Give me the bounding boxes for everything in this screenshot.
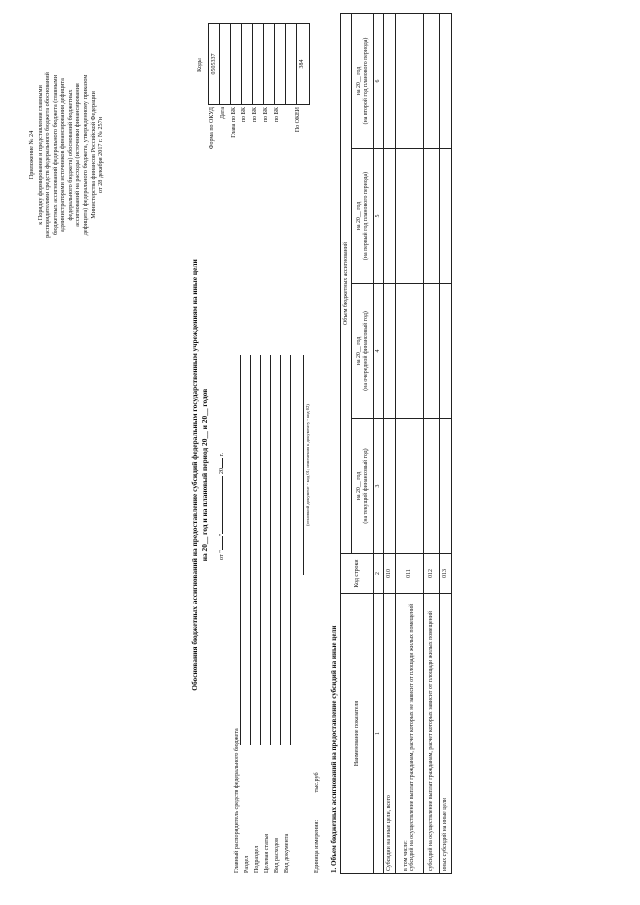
value-cell[interactable] [423,419,439,554]
row-name [395,594,423,874]
date-mid: " [218,533,225,537]
field-label: Главный распорядитель средств федерального бюджета [234,728,240,873]
unit-value: тыс.руб [314,772,320,793]
appendix-text [37,35,105,275]
appendix-line: ассигнований на расходы (источники финансирования [74,83,82,227]
appendix-line: распорядителями средств федерального бюджета обоснований [44,72,52,238]
column-number: 6 [374,14,384,149]
year-label: на 20__ год [355,66,362,96]
value-cell[interactable] [395,284,423,419]
field-label: Подраздел [254,845,260,873]
column-number: 1 [374,594,384,874]
unit-label: Единица измерения: [314,819,320,873]
year-label: на 20__ год [355,336,362,366]
code-label: по БК [273,107,280,123]
field-underline[interactable] [250,355,251,745]
row-name-part: в том числе: [402,840,409,871]
appendix-line: Министерства финансов Российской Федерации [89,91,97,219]
field-row [244,233,251,873]
field-label: Вид документа [284,833,290,873]
code-cell [231,24,242,104]
row-code: 010 [383,554,395,594]
column-number: 4 [374,284,384,419]
codes-box [208,23,310,105]
year-sub: (на текущий финансовый год) [362,448,369,524]
year-sub: (на первый год планового периода) [362,171,369,261]
field-underline[interactable] [290,355,291,745]
code-label: Глава по БК [230,107,237,138]
row-name [439,594,451,874]
code-cell [264,24,275,104]
value-cell[interactable] [439,419,451,554]
field-row [264,233,271,873]
unit-row [314,233,321,873]
value-cell[interactable] [423,14,439,149]
date-prefix: от " [218,550,225,560]
document-title [190,195,209,755]
table-row [423,14,439,874]
field-row [254,233,261,873]
budget-table [340,13,452,874]
column-number: 2 [374,554,384,594]
field-row [284,233,291,873]
date-line [218,360,225,560]
table-row [395,14,423,874]
code-label: Дата [219,107,226,119]
table-row [439,14,451,874]
value-cell[interactable] [423,284,439,419]
codes-header: Коды [197,58,203,72]
appendix-line: администраторами источников финансирования дефицита [59,78,67,232]
year-column-header [352,284,374,419]
code-label: по БК [241,107,248,123]
appendix-line: бюджетных ассигнований федерального бюджета (главными [51,74,59,236]
doc-type-caption: (основной документ - код 01; изменения к документу - код 02) [303,355,310,575]
row-name [383,594,395,874]
value-cell[interactable] [395,419,423,554]
row-name-part: субсидий на осуществление выплат гражданам, расчет которых не зависит от площади жилых помещений [409,603,416,871]
field-label: Раздел [244,855,250,873]
code-cell [220,24,231,104]
year-sub: (на второй год планового периода) [362,37,369,125]
header-group: Объем бюджетных ассигнований [341,14,352,554]
table-row [383,14,395,874]
value-cell[interactable] [423,149,439,284]
field-underline[interactable] [270,355,271,745]
field-underline[interactable] [280,355,281,745]
value-cell[interactable] [383,419,395,554]
code-cell [275,24,286,104]
value-cell[interactable] [383,284,395,419]
value-cell[interactable] [395,14,423,149]
field-underline[interactable] [240,355,241,745]
value-cell[interactable] [439,284,451,419]
row-code: 013 [439,554,451,594]
field-row [234,233,241,873]
code-cell [242,24,253,104]
row-name-part: иных субсидий на иные цели [441,797,448,871]
appendix-line: дефицита) федерального бюджета, утвержденному приказом [81,74,89,236]
row-name-part: Субсидии на иные цели, всего [385,795,392,871]
code-label: Форма по ОКУД [209,107,215,150]
value-cell[interactable] [395,149,423,284]
title-line-2: на 20__ год и на плановый период 20__ и 20__ годов [199,388,209,562]
field-underline[interactable] [260,355,261,745]
title-line-1: Обоснования бюджетных ассигнований на предоставление субсидий федеральным государственным учреждениям на иные цели [190,259,199,691]
code-label: по БК [252,107,259,123]
appendix-line: к Порядку формирования и представления главными [36,85,44,225]
code-cell [253,24,264,104]
row-name [423,594,439,874]
field-label: Целевая статья [264,834,270,873]
year-sub: (на очередной финансовый год) [362,311,369,391]
column-number: 5 [374,149,384,284]
column-number: 3 [374,419,384,554]
code-cell: 384 [299,59,305,69]
code-label: По ОКЕИ [295,107,302,133]
value-cell[interactable] [383,14,395,149]
year-column-header [352,149,374,284]
date-year: 20 [218,467,225,475]
row-code: 012 [423,554,439,594]
header-name: Наименование показателя [341,594,374,874]
section-title: 1. Объем бюджетных ассигнований на предоставление субсидий на иные цели [330,625,338,873]
appendix-block [28,35,105,275]
appendix-line: от 28 декабря 2017 г. № 257н [97,116,105,194]
date-year-suffix: г. [218,453,225,457]
row-name-part: субсидий на осуществление выплат гражданам, расчет которых зависит от площади жилых помещений [427,610,434,871]
code-label: по БК [263,107,269,123]
header-code: Код строки [341,554,374,594]
field-label: Вид расходов [274,837,280,873]
row-code: 011 [395,554,423,594]
value-cell[interactable] [383,149,395,284]
appendix-number: Приложение № 24 [28,130,35,180]
code-cell: 0505337 [209,24,220,104]
appendix-line: федерального бюджета) обоснований бюджетных [66,89,74,221]
year-label: на 20__ год [355,201,362,231]
year-column-header [352,419,374,554]
year-label: на 20__ год [355,471,362,501]
value-cell[interactable] [439,14,451,149]
field-row [274,233,281,873]
year-column-header [352,14,374,149]
value-cell[interactable] [439,149,451,284]
code-cell [286,24,297,104]
